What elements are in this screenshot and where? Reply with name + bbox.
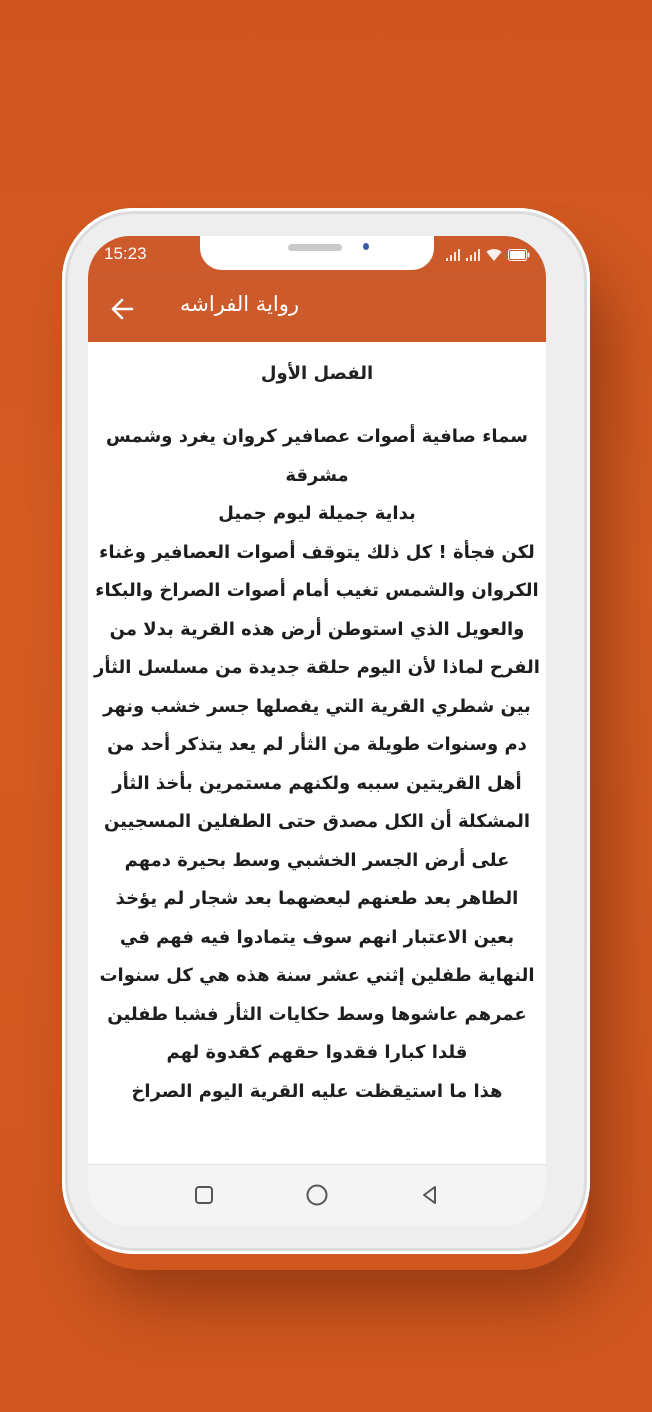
signal-icon (446, 249, 460, 261)
back-button[interactable] (106, 294, 140, 324)
reading-content[interactable] (88, 342, 546, 1164)
phone-screen (88, 236, 546, 1226)
story-paragraph: بداية جميلة ليوم جميل (218, 503, 416, 524)
status-icons (446, 248, 530, 261)
story-paragraph: سماء صافية أصوات عصافير كروان يغرد وشمس مشرقة (106, 426, 528, 486)
story-paragraph: هذا ما استيقظت عليه القرية اليوم الصراخ (131, 1080, 503, 1102)
wifi-icon (486, 248, 502, 261)
chapter-title: الفصل الأول (260, 363, 374, 384)
signal-icon-2 (466, 249, 480, 261)
app-bar (88, 274, 546, 342)
story-paragraph: لكن فجأة ! كل ذلك يتوقف أصوات العصافير وغناء الكروان والشمس تغيب أمام أصوات الصراخ والبكاء والعويل الذي استوطن أرض هذه القرية بدلا من الفرح لماذا لأن اليوم حلقة جديدة من مسلسل الثأر بين شطري القرية التي يفصلها جسر خشب ونهر دم وسنوات طويلة من الثأر لم يعد يتذكر أحد من أهل القريتين سببه ولكنهم مستمرين بأخذ الثأر (94, 541, 540, 794)
app-title: رواية الفراشه (180, 292, 300, 316)
recents-square-icon (190, 1181, 218, 1209)
nav-back-button[interactable] (416, 1181, 444, 1209)
speaker-grille (288, 244, 342, 251)
notch (200, 236, 434, 270)
status-time: 15:23 (104, 244, 147, 263)
back-triangle-icon (416, 1181, 444, 1209)
front-camera (363, 243, 369, 250)
home-button[interactable] (303, 1181, 331, 1209)
recents-button[interactable] (190, 1181, 218, 1209)
story-paragraph: المشكلة أن الكل مصدق حتى الطفلين المسجيين على أرض الجسر الخشبي وسط بحيرة دمهم الطاهر بعد طعنهم لبعضهما بعد شجار لم يؤخذ بعين الاعتبار انهم سوف يتمادوا فيه فهم في النهاية طفلين إثني عشر سنة هذه هي كل سنوات عمرهم عاشوها وسط حكايات الثأر فشبا طفلين قلدا كبارا فقدوا حقهم كقدوة لهم (99, 811, 535, 1063)
battery-icon (508, 249, 530, 261)
arrow-left-icon (106, 294, 140, 324)
home-circle-icon (303, 1181, 331, 1209)
system-nav-bar (88, 1164, 546, 1226)
story-text (88, 418, 546, 1111)
